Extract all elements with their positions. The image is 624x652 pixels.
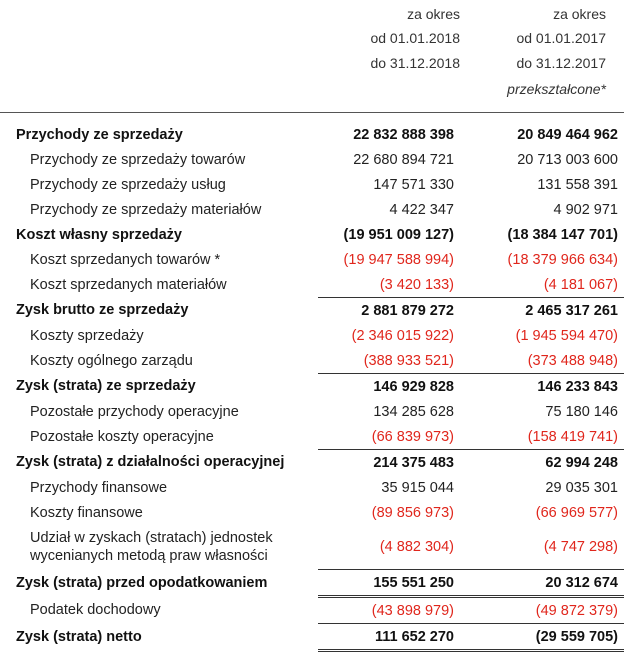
value-2018: 134 285 628 bbox=[373, 403, 454, 420]
value-2018: (3 420 133) bbox=[379, 276, 454, 293]
value-2017: (66 969 577) bbox=[535, 504, 618, 521]
row-label: Przychody finansowe bbox=[30, 479, 168, 496]
value-2017: (158 419 741) bbox=[527, 428, 618, 445]
row-label: Przychody ze sprzedaży bbox=[16, 126, 183, 143]
value-2017: (49 872 379) bbox=[535, 602, 618, 619]
value-2017: 20 312 674 bbox=[460, 570, 624, 597]
table-row bbox=[0, 475, 624, 500]
value-2017: (373 488 948) bbox=[527, 352, 618, 369]
row-label: Pozostałe koszty operacyjne bbox=[30, 428, 214, 445]
value-2018: (43 898 979) bbox=[371, 602, 454, 619]
value-2018: 155 551 250 bbox=[318, 570, 460, 597]
table-row bbox=[0, 247, 624, 272]
row-label: Zysk (strata) z działalności operacyjnej bbox=[16, 454, 285, 471]
table-row bbox=[0, 624, 624, 651]
row-label: Przychody ze sprzedaży towarów bbox=[30, 151, 246, 168]
table-row bbox=[0, 597, 624, 624]
value-2018: (19 947 588 994) bbox=[343, 251, 454, 268]
value-2018: 146 929 828 bbox=[318, 374, 460, 400]
value-2017: 75 180 146 bbox=[545, 403, 618, 420]
row-label: Zysk (strata) ze sprzedaży bbox=[16, 378, 196, 395]
value-2017: 62 994 248 bbox=[460, 450, 624, 476]
table-row bbox=[0, 222, 624, 247]
row-label: Zysk (strata) przed opodatkowaniem bbox=[16, 575, 268, 591]
value-2018: 147 571 330 bbox=[373, 176, 454, 193]
value-2017: 20 849 464 962 bbox=[517, 126, 618, 143]
income-statement-table bbox=[0, 122, 624, 652]
table-row bbox=[0, 424, 624, 450]
value-2017: (1 945 594 470) bbox=[515, 327, 618, 344]
value-2018: 35 915 044 bbox=[381, 479, 454, 496]
value-2018: (388 933 521) bbox=[363, 352, 454, 369]
value-2018: (19 951 009 127) bbox=[343, 226, 454, 243]
value-2017: 2 465 317 261 bbox=[460, 298, 624, 324]
col2-header-line3: do 31.12.2017 bbox=[516, 55, 606, 71]
col1-header-line2: od 01.01.2018 bbox=[370, 30, 460, 46]
value-2018: 22 832 888 398 bbox=[353, 126, 454, 143]
table-row bbox=[0, 323, 624, 348]
row-label: Koszty ogólnego zarządu bbox=[30, 352, 193, 369]
row-label: Podatek dochodowy bbox=[30, 602, 161, 618]
col1-header-line3: do 31.12.2018 bbox=[370, 55, 460, 71]
table-row bbox=[0, 272, 624, 298]
value-2018: 4 422 347 bbox=[389, 201, 454, 218]
table-row bbox=[0, 197, 624, 222]
row-label: Zysk brutto ze sprzedaży bbox=[16, 302, 189, 319]
col2-header-line2: od 01.01.2017 bbox=[516, 30, 606, 46]
row-label: Pozostałe przychody operacyjne bbox=[30, 403, 239, 420]
value-2017: 131 558 391 bbox=[537, 176, 618, 193]
value-2018: (4 882 304) bbox=[379, 539, 454, 555]
value-2018: (2 346 015 922) bbox=[351, 327, 454, 344]
row-label: Koszty finansowe bbox=[30, 504, 143, 521]
value-2017: (18 379 966 634) bbox=[507, 251, 618, 268]
value-2017: 4 902 971 bbox=[553, 201, 618, 218]
value-2018: (66 839 973) bbox=[371, 428, 454, 445]
value-2017: (4 747 298) bbox=[543, 539, 618, 555]
value-2018: 111 652 270 bbox=[318, 624, 460, 651]
table-row bbox=[0, 525, 624, 570]
value-2017: (4 181 067) bbox=[543, 276, 618, 293]
row-label: Udział w zyskach (stratach) jednostek wycenianych metodą praw własności bbox=[30, 530, 273, 565]
row-label: Koszt sprzedanych towarów * bbox=[30, 251, 221, 268]
col1-header-line1: za okres bbox=[407, 6, 460, 22]
table-row bbox=[0, 500, 624, 525]
row-label: Koszty sprzedaży bbox=[30, 327, 144, 344]
value-2017: (18 384 147 701) bbox=[507, 226, 618, 243]
row-label: Przychody ze sprzedaży materiałów bbox=[30, 201, 262, 218]
value-2018: (89 856 973) bbox=[371, 504, 454, 521]
table-row bbox=[0, 399, 624, 424]
row-label: Przychody ze sprzedaży usług bbox=[30, 176, 226, 193]
col2-header-restated-note: przekształcone* bbox=[507, 81, 606, 97]
value-2018: 22 680 894 721 bbox=[353, 151, 454, 168]
value-2017: (29 559 705) bbox=[460, 624, 624, 651]
table-row bbox=[0, 450, 624, 476]
table-row bbox=[0, 374, 624, 400]
col2-header-line1: za okres bbox=[553, 6, 606, 22]
table-row bbox=[0, 172, 624, 197]
table-row bbox=[0, 147, 624, 172]
table-row bbox=[0, 348, 624, 374]
table-row bbox=[0, 122, 624, 147]
value-2017: 29 035 301 bbox=[545, 479, 618, 496]
table-row bbox=[0, 298, 624, 324]
value-2018: 2 881 879 272 bbox=[318, 298, 460, 324]
header-divider bbox=[0, 112, 624, 113]
row-label: Koszt sprzedanych materiałów bbox=[30, 276, 227, 293]
value-2017: 20 713 003 600 bbox=[517, 151, 618, 168]
value-2017: 146 233 843 bbox=[460, 374, 624, 400]
table-row bbox=[0, 570, 624, 597]
row-label: Koszt własny sprzedaży bbox=[16, 226, 182, 243]
value-2018: 214 375 483 bbox=[318, 450, 460, 476]
row-label: Zysk (strata) netto bbox=[16, 629, 142, 645]
